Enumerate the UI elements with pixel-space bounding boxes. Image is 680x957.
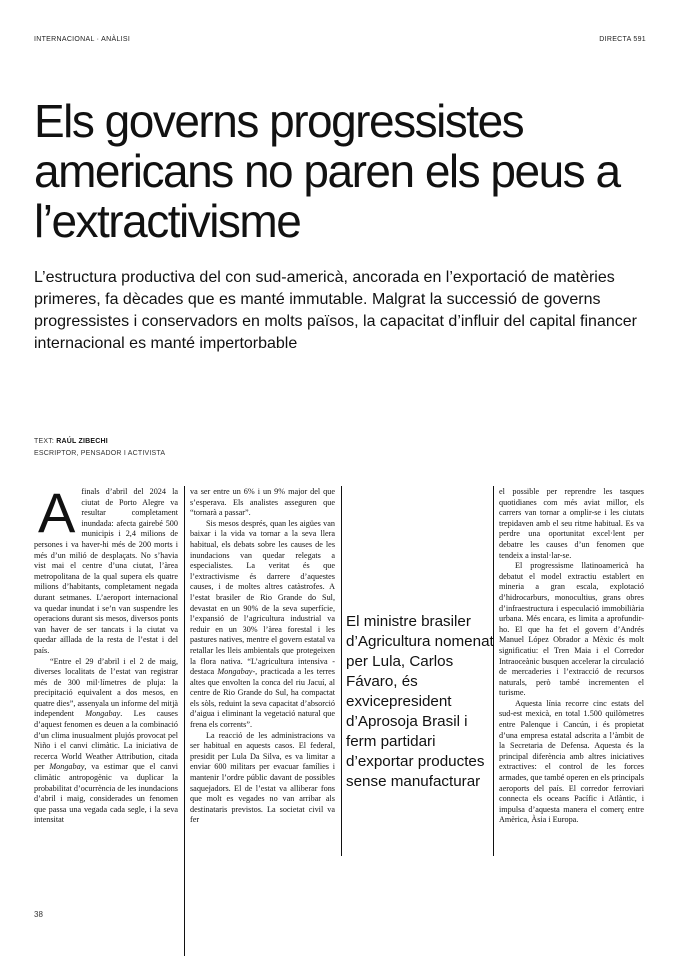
column-rule	[184, 486, 185, 956]
pull-quote: El ministre brasiler d’Agricultura nomenat per Lula, Carlos Fávaro, és exvicepresident d’Aprosoja Brasil i ferm partidari d’exportar productes sense manufacturar	[346, 613, 494, 790]
body-paragraph: el possible per reprendre les tasques quotidianes com més aviat millor, els carrers van tornar a omplir-se i les ciutats trepidaven amb el seu ritme habitual. Es va perdre una oportunitat excel·lent per debatre les causes d’un fenomen que tendeix a instal·lar-se.	[499, 487, 644, 560]
byline-prefix: TEXT:	[34, 438, 55, 445]
drop-cap: A	[38, 481, 76, 544]
byline-author-line	[34, 436, 165, 448]
body-text: -, practicada a les terres altes que envolten la conca del riu Jacuí, al centre de Rio Grande do Sul, ha compactat els sòls, reduint la seva capacitat d’absorció d’aigua i eliminant la vegetació natural que frena els corrents”.	[190, 667, 335, 730]
byline-author: RAÚL ZIBECHI	[56, 438, 108, 445]
publication-name: Mongabay	[49, 762, 85, 772]
body-column-1	[34, 481, 178, 826]
page-number: 38	[34, 910, 43, 919]
byline-role: ESCRIPTOR, PENSADOR I ACTIVISTA	[34, 450, 166, 457]
body-column-4	[499, 487, 644, 826]
body-paragraph: El progressisme llatinoamericà ha debatut el model extractiu establert en mineria a gran escala, explotació d’hidrocarburs, monocultius, grans obres d’infraestructura i especulació immobiliària urbana. Més encara, es limita a aprofundir-ho. El que ha fet el govern d’Andrés Manuel López Obrador a Mèxic és molt significatiu: el Tren Maia i el Corredor Intraoceànic busquen accelerar la circulació de mercaderies i l’extracció de recursos naturals, però també incrementen el turisme.	[499, 561, 644, 698]
body-text: . Les causes d’aquest fenomen es deuen a la combinació d’un clima inusualment plujós provocat pel Niño i el canvi climàtic. La iniciativa de recerca World Weather Attribution, citada per	[34, 709, 178, 772]
body-text: , va estimar que el canvi climàtic antropogènic va duplicar la probabilitat d’ocurrència de les inundacions d’abril i maig, considerades un fenomen que passa una vegada cada segle, i la seva intensitat	[34, 762, 178, 825]
body-column-2	[190, 487, 335, 826]
headline: Els governs progressistes americans no paren els peus a l’extractivisme	[34, 95, 620, 247]
body-text: “Entre el 29 d’abril i el 2 de maig, diverses localitats de l’estat van registrar més de 300 mil·límetres de pluja: la precipitació equivalent a dos mesos, en quatre dies”, assenyala un informe del mitjà independent	[34, 656, 178, 719]
body-text: Sis mesos després, quan les aigües van baixar i la vida va tornar a la seva llera habitual, els debats sobre les causes de les inundacions van quedar relegats a especialistes. La veritat és que l’extractivisme és darrere d’aquestes causes, i de moltes altres catàstrofes. A l’estat brasiler de Rio Grande do Sul, devastat en un 90% de la seva superfície, l’expansió de l’agricultura industrial va reduir en un 30% l’àrea forestal i les pastures natives, mentre el govern estatal va retallar les lleis ambientals que protegeixen la flora nativa. “L’agricultura intensiva -destaca	[190, 518, 335, 677]
byline	[34, 436, 165, 460]
body-paragraph: La reacció de les administracions va ser habitual en aquests casos. El federal, presidit per Lula Da Silva, es va limitar a enviar 600 militars per evacuar famílies i mantenir l’ordre públic davant de possibles saquejadors. El de l’estat va alliberar fons que molt es vegades no van arribar als destinataris previstos. La societat civil va fer	[190, 730, 335, 825]
publication-name: Mongabay	[217, 667, 253, 677]
magazine-issue-label: DIRECTA 591	[599, 36, 646, 43]
publication-name: Mongabay	[85, 709, 121, 719]
column-rule	[341, 486, 342, 856]
body-paragraph	[34, 657, 178, 827]
body-text: finals d’abril del 2024 la ciutat de Porto Alegre va resultar completament inundada: afecta gairebé 500 municipis i 2,4 milions de persones i va haver-hi més de 200 morts i més d’un milió de desplaçats. No s’havia vist mai el centre d’una ciutat, l’àrea metropolitana de la qual supera els quatre milions d’habitants, completament negada durant setmanes. L’aeroport internacional va quedar inundat i se’n van suspendre les operacions durant sis mesos, diversos ponts van haver de ser tancats i la ciutat va quedar aïllada de la resta de l’estat i del país.	[34, 487, 178, 655]
body-paragraph: va ser entre un 6% i un 9% major del que s’esperava. Els analistes asseguren que “tornarà a passar”.	[190, 487, 335, 518]
body-paragraph	[34, 481, 178, 657]
section-label: INTERNACIONAL · ANÀLISI	[34, 36, 131, 43]
standfirst: L’estructura productiva del con sud-americà, ancorada en l’exportació de matèries primeres, fa dècades que es manté immutable. Malgrat la successió de governs progressistes i conservadors en molts països, la capacitat d’influir del capital financer internacional es manté impertorbable	[34, 269, 637, 352]
body-paragraph: Aquesta línia recorre cinc estats del sud-est mexicà, en total 1.500 quilòmetres entre Palenque i Cancún, i és propietat d’una empresa estatal adscrita a l’àmbit de la Secretaria de Defensa. Aquesta és la principal diferència amb altres iniciatives extractives: el control de les forces armades, que també operen en els principals aeroports del país. El corredor ferroviari connecta els oceans Pacífic i Atlàntic, i impulsa d’aquesta manera el comerç entre Amèrica, Àsia i Europa.	[499, 698, 644, 825]
body-paragraph	[190, 519, 335, 731]
